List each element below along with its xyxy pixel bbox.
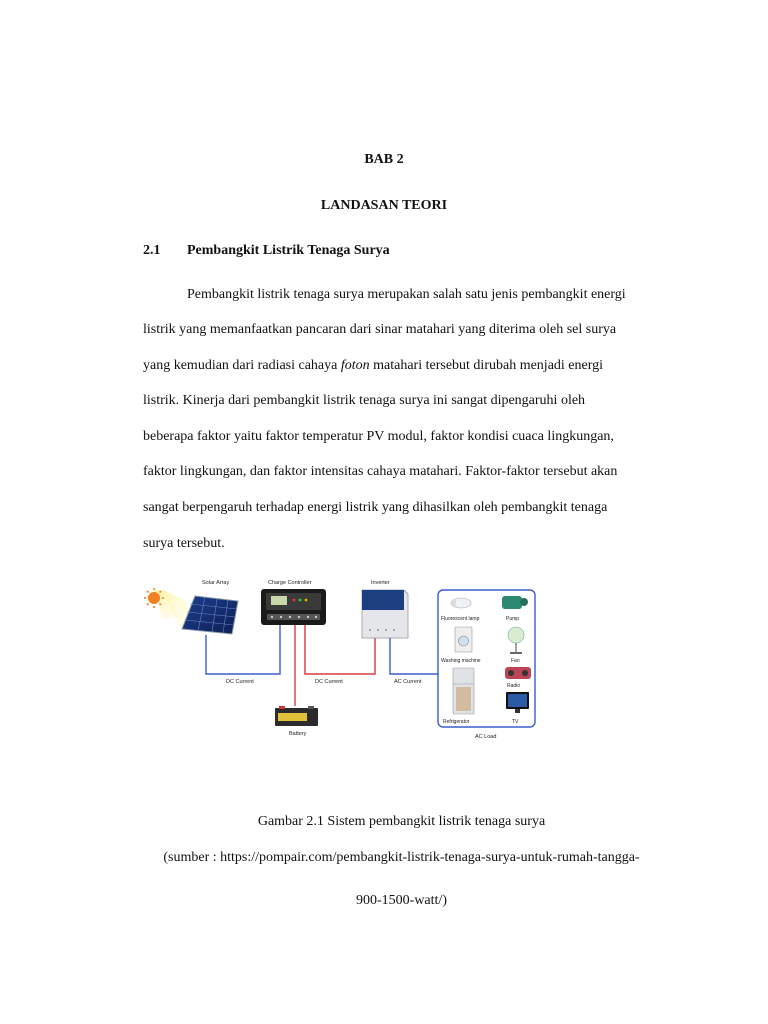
ac-load-label: AC Load — [475, 734, 497, 740]
radio-label: Radio — [507, 683, 521, 689]
paragraph-text: matahari tersebut dirubah menjadi energi — [369, 358, 604, 373]
paragraph-line: listrik yang memanfaatkan pancaran dari sinar matahari yang diterima oleh sel surya — [143, 322, 617, 337]
ac-current-label: AC Current — [394, 679, 422, 685]
refrigerator-icon — [453, 668, 474, 714]
fluorescent-lamp-label: Fluorescent lamp — [441, 616, 480, 622]
paragraph-line: Pembangkit listrik tenaga surya merupakan salah satu jenis pembangkit energi — [187, 287, 626, 302]
solar-array-label: Solar Array — [202, 580, 230, 586]
solar-system-diagram — [140, 574, 540, 744]
figure-source: (sumber : https://pompair.com/pembangkit-listrik-tenaga-surya-untuk-rumah-tangga- — [163, 850, 640, 865]
inverter-label: Inverter — [371, 580, 390, 586]
dc-current-label: DC Current — [315, 679, 343, 685]
refrigerator-label: Refrigerator — [443, 719, 470, 725]
section-number: 2.1 — [143, 243, 161, 258]
charge-controller-label: Charge Controller — [268, 580, 312, 586]
pump-icon — [502, 596, 528, 609]
paragraph-line — [143, 358, 603, 374]
inverter-icon — [362, 590, 408, 638]
fan-label: Fan — [511, 658, 520, 664]
italic-term: foton — [340, 358, 370, 373]
radio-icon — [505, 667, 531, 679]
washing-machine-label: Washing machine — [441, 658, 481, 664]
tv-icon — [506, 692, 529, 713]
paragraph-line: sangat berpengaruh terhadap energi listrik yang dihasilkan oleh pembangkit tenaga — [143, 500, 608, 515]
figure-caption: Gambar 2.1 Sistem pembangkit listrik tenaga surya — [257, 814, 546, 829]
chapter-number: BAB 2 — [364, 152, 404, 167]
paragraph-text: yang kemudian dari radiasi cahaya — [143, 358, 341, 373]
charge-controller-icon — [261, 589, 326, 625]
paragraph-line: listrik. Kinerja dari pembangkit listrik tenaga surya ini sangat dipengaruhi oleh — [143, 393, 586, 408]
dc-current-label: DC Current — [226, 679, 254, 685]
battery-icon — [275, 706, 318, 726]
ac-wire-load — [390, 638, 438, 674]
paragraph-line: surya tersebut. — [143, 536, 225, 551]
section-title: Pembangkit Listrik Tenaga Surya — [187, 243, 390, 258]
battery-label: Battery — [289, 731, 307, 737]
figure-source: 900-1500-watt/) — [356, 893, 447, 908]
fan-icon — [508, 627, 524, 654]
paragraph-line: faktor lingkungan, dan faktor intensitas cahaya matahari. Faktor-faktor tersebut akan — [143, 464, 618, 479]
tv-label: TV — [512, 719, 519, 725]
solar-panel-icon — [182, 596, 238, 634]
washing-machine-icon — [455, 627, 472, 652]
fluorescent-lamp-icon — [451, 598, 471, 608]
chapter-title: LANDASAN TEORI — [320, 198, 448, 213]
paragraph-line: beberapa faktor yaitu faktor temperatur PV modul, faktor kondisi cuaca lingkungan, — [143, 429, 614, 444]
pump-label: Pump — [506, 616, 520, 622]
